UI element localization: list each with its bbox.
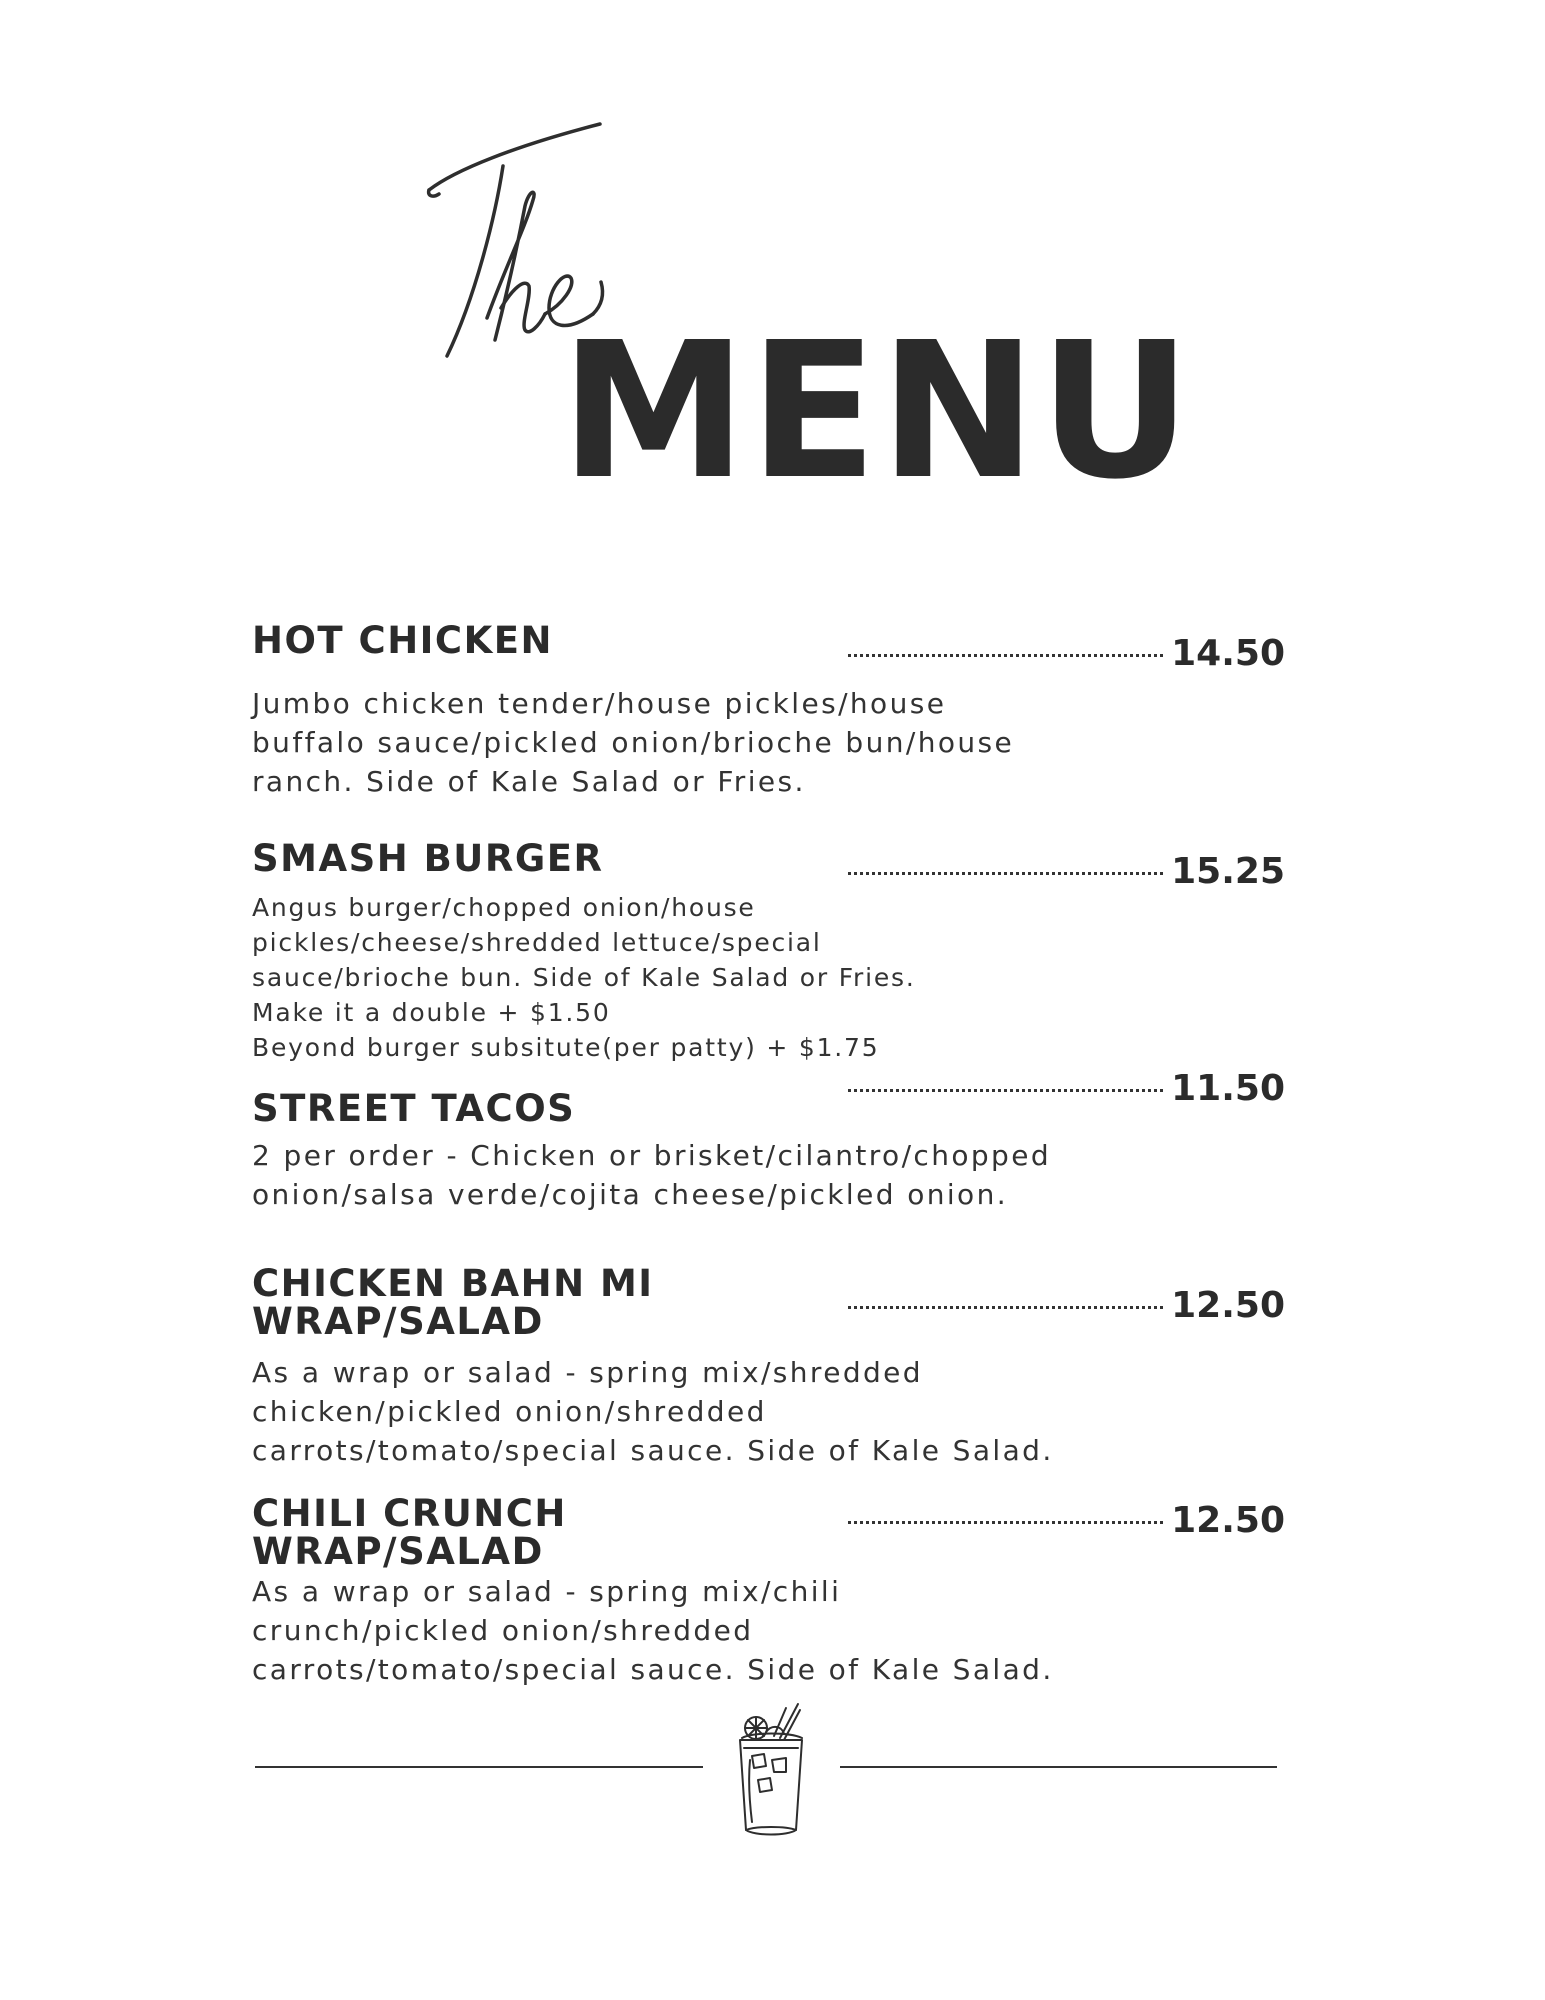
description-line: onion/salsa verde/cojita cheese/pickled onion. xyxy=(252,1178,1009,1211)
item-name-line: CHICKEN BAHN MI xyxy=(252,1262,654,1305)
footer-divider-left xyxy=(255,1766,703,1768)
item-name-chicken-bahn-mi xyxy=(252,1262,654,1343)
dot-leader xyxy=(848,1521,1163,1524)
item-description-chicken-bahn-mi xyxy=(252,1353,1054,1470)
item-description-hot-chicken xyxy=(252,684,1014,801)
description-line: chicken/pickled onion/shredded xyxy=(252,1395,767,1428)
description-line: carrots/tomato/special sauce. Side of Kale Salad. xyxy=(252,1653,1054,1686)
description-line: pickles/cheese/shredded lettuce/special xyxy=(252,928,822,957)
dot-leader xyxy=(848,1089,1163,1092)
description-line: Angus burger/chopped onion/house xyxy=(252,893,756,922)
item-description-chili-crunch xyxy=(252,1572,1054,1689)
description-line: Beyond burger subsitute(per patty) + $1.75 xyxy=(252,1033,880,1062)
item-price-hot-chicken: 14.50 xyxy=(1171,633,1285,674)
description-line: carrots/tomato/special sauce. Side of Kale Salad. xyxy=(252,1434,1054,1467)
description-line: Make it a double + $1.50 xyxy=(252,998,611,1027)
description-line: As a wrap or salad - spring mix/shredded xyxy=(252,1356,923,1389)
item-name-line: WRAP/SALAD xyxy=(252,1300,544,1343)
item-name-chili-crunch xyxy=(252,1492,567,1573)
menu-title: MENU xyxy=(560,302,1194,521)
description-line: buffalo sauce/pickled onion/brioche bun/house xyxy=(252,726,1015,759)
item-price-street-tacos: 11.50 xyxy=(1171,1068,1285,1109)
description-line: sauce/brioche bun. Side of Kale Salad or Fries. xyxy=(252,963,916,992)
item-price-chicken-bahn-mi: 12.50 xyxy=(1171,1285,1285,1326)
dot-leader xyxy=(848,1306,1163,1309)
item-name-line: WRAP/SALAD xyxy=(252,1530,544,1573)
description-line: Jumbo chicken tender/house pickles/house xyxy=(252,687,947,720)
dot-leader xyxy=(848,872,1163,875)
drink-glass-icon xyxy=(728,1702,814,1840)
item-name-street-tacos: STREET TACOS xyxy=(252,1087,576,1130)
footer-divider-right xyxy=(840,1766,1277,1768)
item-description-street-tacos xyxy=(252,1136,1051,1214)
item-description-smash-burger xyxy=(252,890,916,1065)
description-line: crunch/pickled onion/shredded xyxy=(252,1614,754,1647)
item-name-smash-burger: SMASH BURGER xyxy=(252,837,604,880)
description-line: ranch. Side of Kale Salad or Fries. xyxy=(252,765,806,798)
item-price-smash-burger: 15.25 xyxy=(1171,851,1285,892)
item-price-chili-crunch: 12.50 xyxy=(1171,1500,1285,1541)
dot-leader xyxy=(848,654,1163,657)
item-name-hot-chicken: HOT CHICKEN xyxy=(252,619,553,662)
item-name-line: CHILI CRUNCH xyxy=(252,1492,567,1535)
description-line: 2 per order - Chicken or brisket/cilantro/chopped xyxy=(252,1139,1052,1172)
description-line: As a wrap or salad - spring mix/chili xyxy=(252,1575,842,1608)
